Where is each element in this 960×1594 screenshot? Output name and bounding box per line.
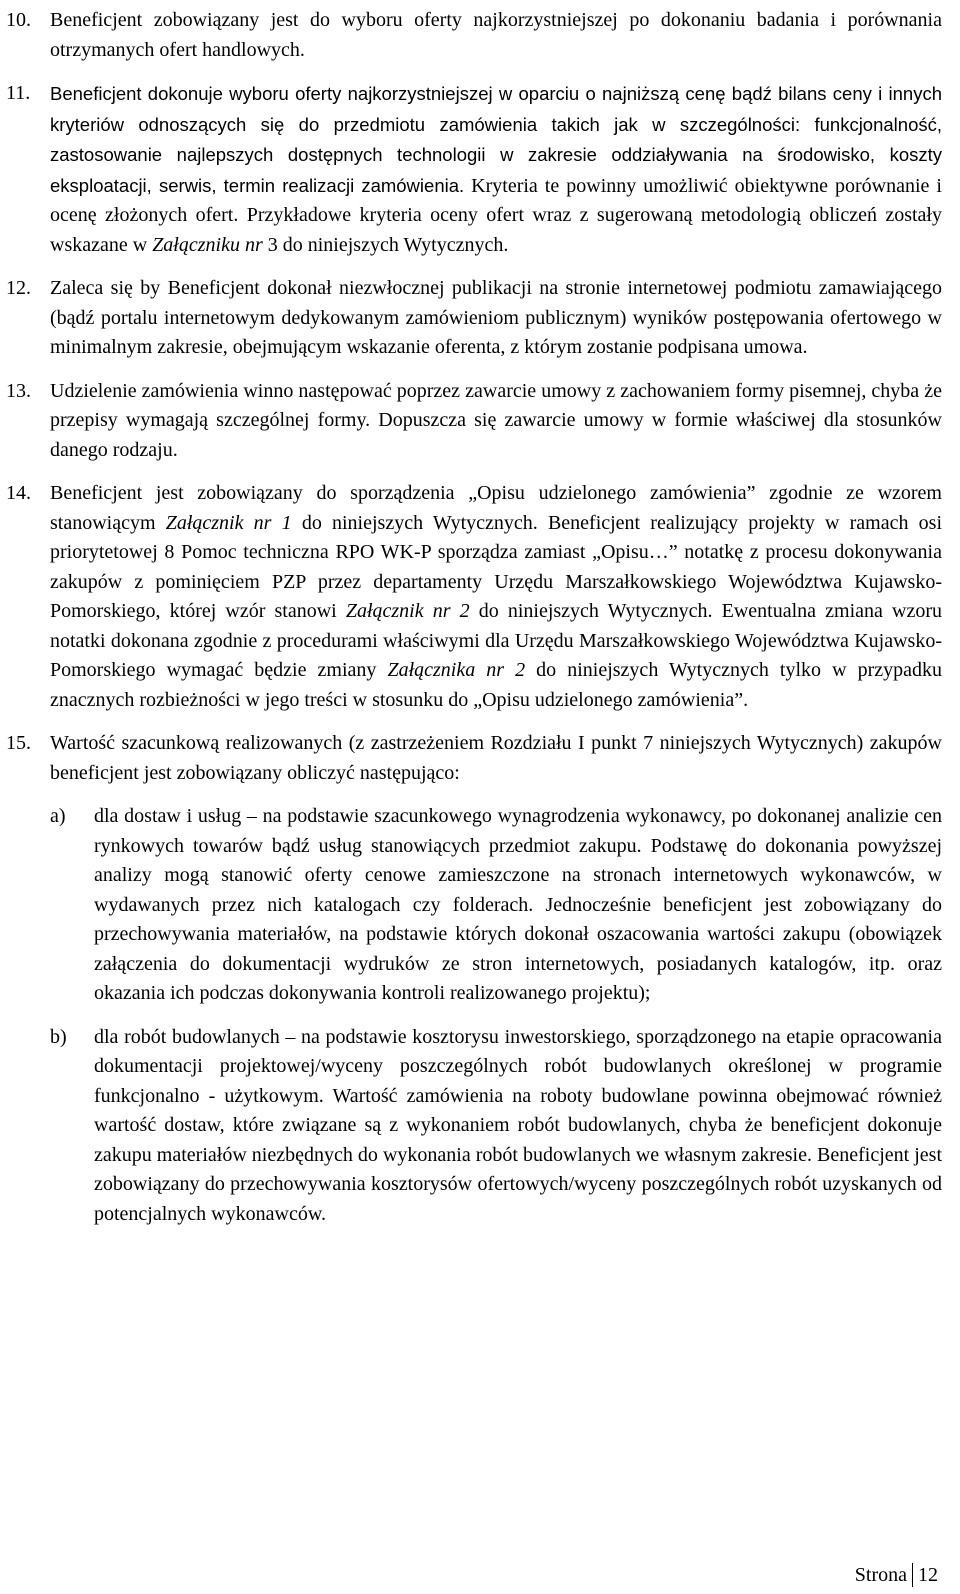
item-number: 13.: [6, 379, 31, 402]
list-item-14: [6, 479, 942, 715]
item-number: 10.: [6, 9, 31, 31]
footer-separator: [912, 1563, 913, 1587]
sub-item-a: [50, 802, 942, 1009]
annex-reference: Załącznik nr 2: [345, 600, 470, 622]
item-body: [50, 274, 942, 363]
item-number: 11.: [6, 82, 31, 104]
item-body: [50, 377, 942, 466]
list-item-13: [6, 377, 942, 466]
item-body: [50, 6, 942, 65]
sub-item-body: [94, 802, 942, 1009]
annex-reference: Załącznik nr 1: [165, 511, 292, 534]
item-body: [50, 729, 942, 1229]
list-item-11: [6, 79, 942, 260]
paragraph: [50, 479, 942, 715]
sub-item-marker: b): [50, 1025, 67, 1048]
paragraph: dla dostaw i usług – na podstawie szacunkowego wynagrodzenia wykonawcy, po dokonanej analizie cen rynkowych towarów bądź usług stanowiących przedmiot zakupu. Podstawę do dokonania powyższej analizy mogą stanowić oferty cenowe zamieszczone na stronach internetowych wykonawców, w wydawanych przez nich katalogach czy folderach. Jednocześnie beneficjent jest zobowiązany do przechowywania materiałów, na podstawie których dokonał oszacowania wartości zakupu (obowiązek załączenia do dokumentacji wydruków ze stron internetowych, posiadanych katalogów, itp. oraz okazania ich podczas dokonywania kontroli realizowanego projektu);: [94, 805, 942, 1004]
text-run: do niniejszych Wytycznych. Beneficjent realizujący projekty w ramach osi priorytetowej 8 Pomoc techniczna RPO WK-P sporządza zamiast „Opisu…” notatkę z procesu dokonywania zakupów z pominięciem PZP przez departamenty Urzędu Marszałkowskiego Województwa Kujawsko-Pomorskiego, której wzór stanowi: [50, 511, 943, 622]
item-body: [50, 79, 942, 260]
item-body: [50, 479, 942, 715]
text-run: Przykładowe kryteria oceny ofert wraz z sugerowaną metodologią obliczeń zostały wskazane w: [50, 204, 942, 256]
text-run: Kryteria te powinny umożliwić obiektywne porównanie i ocenę złożonych ofert.: [50, 174, 942, 226]
paragraph: dla robót budowlanych – na podstawie kosztorysu inwestorskiego, sporządzonego na etapie opracowania dokumentacji projektowej/wyceny poszczególnych robót budowlanych określonej w programie funkcjonalno - użytkowym. Wartość zamówienia na roboty budowlane powinna obejmować również wartość dostaw, które związane są z wykonaniem robót budowlanych, chyba że beneficjent dokonuje zakupu materiałów niezbędnych do wykonania robót budowlanych we własnym zakresie. Beneficjent jest zobowiązany do przechowywania kosztorysów ofertowych/wyceny poszczególnych robót uzyskanych od potencjalnych wykonawców.: [94, 1025, 942, 1225]
sub-item-marker: a): [50, 805, 66, 827]
page-label: Strona: [854, 1564, 907, 1586]
sub-item-body: [94, 1023, 942, 1230]
text-run: do niniejszych Wytycznych tylko w przypadku znacznych rozbieżności w jego treści w stosunku do „Opisu udzielonego zamówienia”.: [50, 659, 942, 711]
text-run: Beneficjent jest zobowiązany do sporządzenia „Opisu udzielonego zamówienia” zgodnie ze wzorem stanowiącym: [50, 482, 942, 534]
item-number: 14.: [6, 482, 31, 504]
paragraph: [50, 79, 942, 260]
text-run: Beneficjent dokonuje wyboru oferty najkorzystniejszej w oparciu o najniższą cenę bądź bilans ceny i innych kryteriów odnoszących się do przedmiotu zamówienia takich jak w szczególności: funkcjonalność, zastosowanie najlepszych dostępnych technologii w zakresie oddziaływania na środowisko, koszty eksploatacji, serwis, termin realizacji zamówienia.: [50, 83, 942, 196]
sub-item-b: [50, 1023, 942, 1230]
page-number: 12: [918, 1564, 938, 1586]
paragraph: Udzielenie zamówienia winno następować poprzez zawarcie umowy z zachowaniem formy pisemnej, chyba że przepisy wymagają szczególnej formy. Dopuszcza się zawarcie umowy w formie właściwej dla stosunków danego rodzaju.: [50, 379, 942, 461]
item-number: 12.: [6, 277, 31, 299]
page-footer: [855, 1562, 938, 1588]
paragraph: Beneficjent zobowiązany jest do wyboru oferty najkorzystniejszej po dokonaniu badania i porównania otrzymanych ofert handlowych.: [50, 9, 942, 61]
paragraph: Wartość szacunkową realizowanych (z zastrzeżeniem Rozdziału I punkt 7 niniejszych Wytycznych) zakupów beneficjent jest zobowiązany obliczyć następująco:: [50, 732, 942, 784]
text-run: 3 do niniejszych Wytycznych.: [262, 233, 509, 256]
annex-reference: Załącznika nr 2: [387, 659, 526, 681]
annex-reference: Załączniku nr: [152, 233, 263, 256]
list-item-15: [6, 729, 942, 1229]
list-item-10: [6, 6, 942, 65]
list-item-12: [6, 274, 942, 363]
paragraph: Zaleca się by Beneficjent dokonał niezwłocznej publikacji na stronie internetowej podmiotu zamawiającego (bądź portalu internetowym dedykowanym zamówieniom publicznym) wyników postępowania ofertowego w minimalnym zakresie, obejmującym wskazanie oferenta, z którym zostanie podpisana umowa.: [50, 277, 942, 358]
text-run: do niniejszych Wytycznych. Ewentualna zmiana wzoru notatki dokonana zgodnie z procedurami właściwymi dla Urzędu Marszałkowskiego Województwa Kujawsko-Pomorskiego wymagać będzie zmiany: [50, 600, 942, 681]
item-number: 15.: [6, 732, 31, 754]
